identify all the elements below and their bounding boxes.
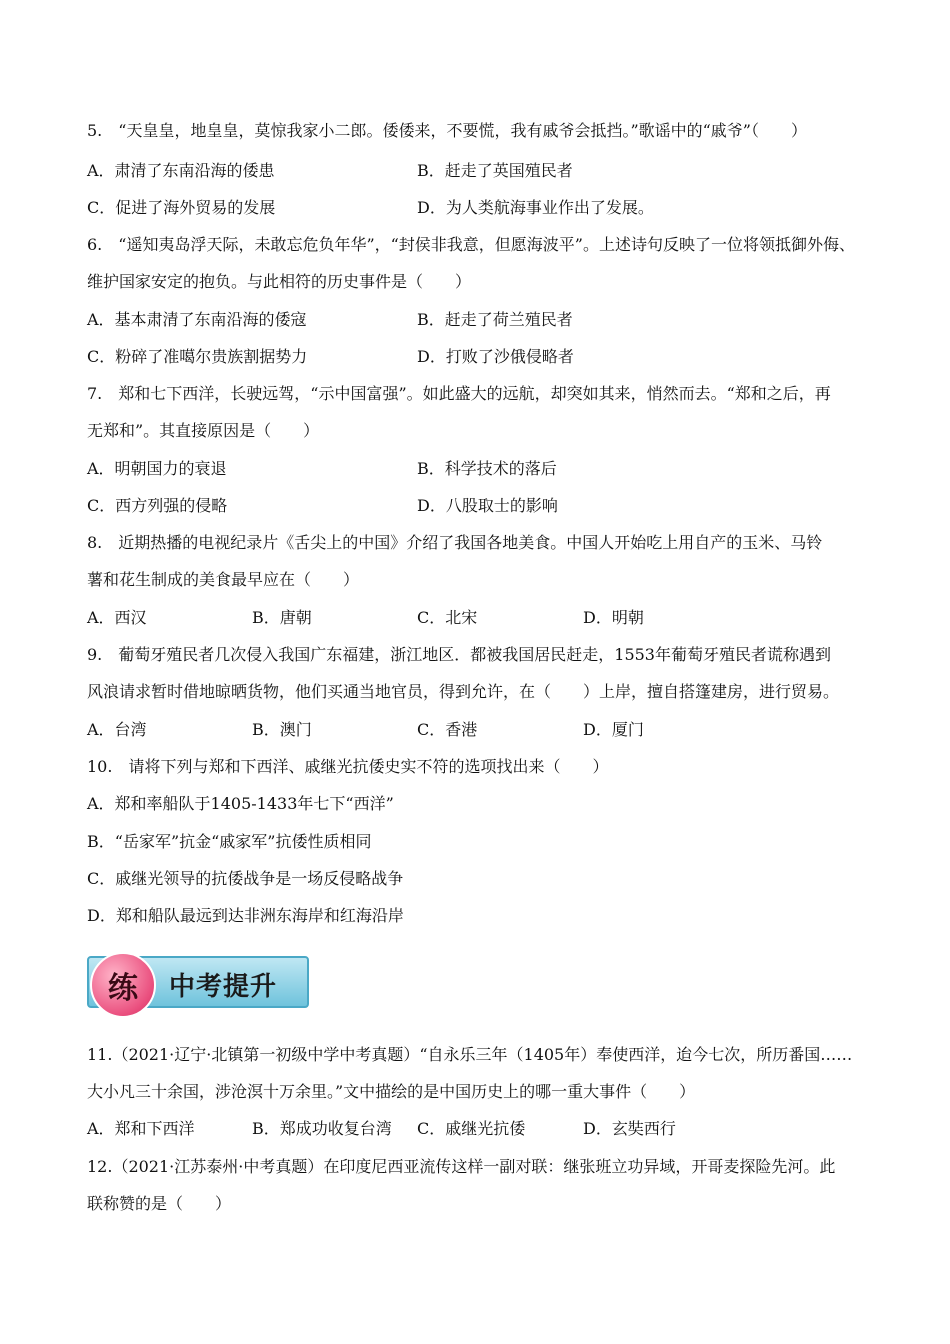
q6-option-b: B．赶走了荷兰殖民者 (417, 310, 573, 329)
q9-option-d: D．厦门 (583, 720, 644, 739)
q6-option-c: C．粉碎了准噶尔贵族割据势力 (87, 347, 308, 366)
q7-option-d: D．八股取士的影响 (417, 496, 558, 515)
banner-label: 中考提升 (169, 972, 278, 1002)
q8-option-c: C．北宋 (417, 608, 478, 627)
q9-option-b: B．澳门 (252, 720, 312, 739)
q6-option-d: D．打败了沙俄侵略者 (417, 347, 574, 366)
q7-option-a: A．明朝国力的衰退 (87, 459, 227, 478)
q10-option-c: C．戚继光领导的抗倭战争是一场反侵略战争 (87, 869, 404, 888)
question-12-stem-cont: 联称赞的是（ ） (87, 1194, 232, 1213)
question-7-stem: 7. 郑和七下西洋，长驶远驾，“示中国富强”。如此盛大的远航，却突如其来，悄然而去。“郑和之后，再 (87, 384, 831, 403)
q10-option-a: A．郑和率船队于1405-1433年七下“西洋” (87, 794, 394, 813)
question-10-stem: 10. 请将下列与郑和下西洋、戚继光抗倭史实不符的选项找出来（ ） (87, 757, 609, 776)
question-7-stem-cont: 无郑和”。其直接原因是（ ） (87, 421, 320, 440)
q11-option-a: A．郑和下西洋 (87, 1119, 195, 1138)
question-9-stem-cont: 风浪请求暂时借地晾晒货物，他们买通当地官员，得到允许，在（ ）上岸，擅自搭篷建房，进行贸易。 (87, 682, 840, 701)
question-11-stem-cont: 大小凡三十余国，涉沧溟十万余里。”文中描绘的是中国历史上的哪一重大事件（ ） (87, 1082, 696, 1101)
question-11-stem: 11.（2021·辽宁·北镇第一初级中学中考真题）“自永乐三年（1405年）奉使西洋，迨今七次，所历番国…… (87, 1045, 853, 1064)
q8-option-a: A．西汉 (87, 608, 147, 627)
q9-option-c: C．香港 (417, 720, 478, 739)
question-8-stem-cont: 薯和花生制成的美食最早应在（ ） (87, 570, 360, 589)
banner-badge (90, 952, 156, 1018)
q5-option-b: B．赶走了英国殖民者 (417, 161, 573, 180)
q9-option-a: A．台湾 (87, 720, 147, 739)
question-5-stem: 5. “天皇皇，地皇皇，莫惊我家小二郎。倭倭来，不要慌，我有戚爷会抵挡。”歌谣中的“戚爷”（ ） (87, 121, 807, 140)
q7-option-b: B．科学技术的落后 (417, 459, 557, 478)
q10-option-b: B．“岳家军”抗金“戚家军”抗倭性质相同 (87, 832, 372, 851)
q8-option-d: D．明朝 (583, 608, 644, 627)
q8-option-b: B．唐朝 (252, 608, 312, 627)
q11-option-b: B．郑成功收复台湾 (252, 1119, 392, 1138)
question-6-stem: 6. “遥知夷岛浮天际，未敢忘危负年华”，“封侯非我意，但愿海波平”。上述诗句反映了一位将领抵御外侮、 (87, 235, 855, 254)
q5-option-d: D．为人类航海事业作出了发展。 (417, 198, 654, 217)
q11-option-d: D．玄奘西行 (583, 1119, 676, 1138)
question-6-stem-cont: 维护国家安定的抱负。与此相符的历史事件是（ ） (87, 272, 472, 291)
q6-option-a: A．基本肃清了东南沿海的倭寇 (87, 310, 307, 329)
q11-option-c: C．戚继光抗倭 (417, 1119, 526, 1138)
q5-option-c: C．促进了海外贸易的发展 (87, 198, 276, 217)
q5-option-a: A．肃清了东南沿海的倭患 (87, 161, 275, 180)
banner-badge-char: 练 (108, 971, 138, 1006)
question-12-stem: 12.（2021·江苏泰州·中考真题）在印度尼西亚流传这样一副对联：继张班立功异域，开哥麦探险先河。此 (87, 1157, 836, 1176)
section-banner (87, 952, 313, 1018)
question-9-stem: 9. 葡萄牙殖民者几次侵入我国广东福建，浙江地区．都被我国居民赶走，1553年葡萄牙殖民者谎称遇到 (87, 645, 831, 664)
q7-option-c: C．西方列强的侵略 (87, 496, 228, 515)
question-8-stem: 8. 近期热播的电视纪录片《舌尖上的中国》介绍了我国各地美食。中国人开始吃上用自产的玉米、马铃 (87, 533, 823, 552)
q10-option-d: D．郑和船队最远到达非洲东海岸和红海沿岸 (87, 906, 404, 925)
